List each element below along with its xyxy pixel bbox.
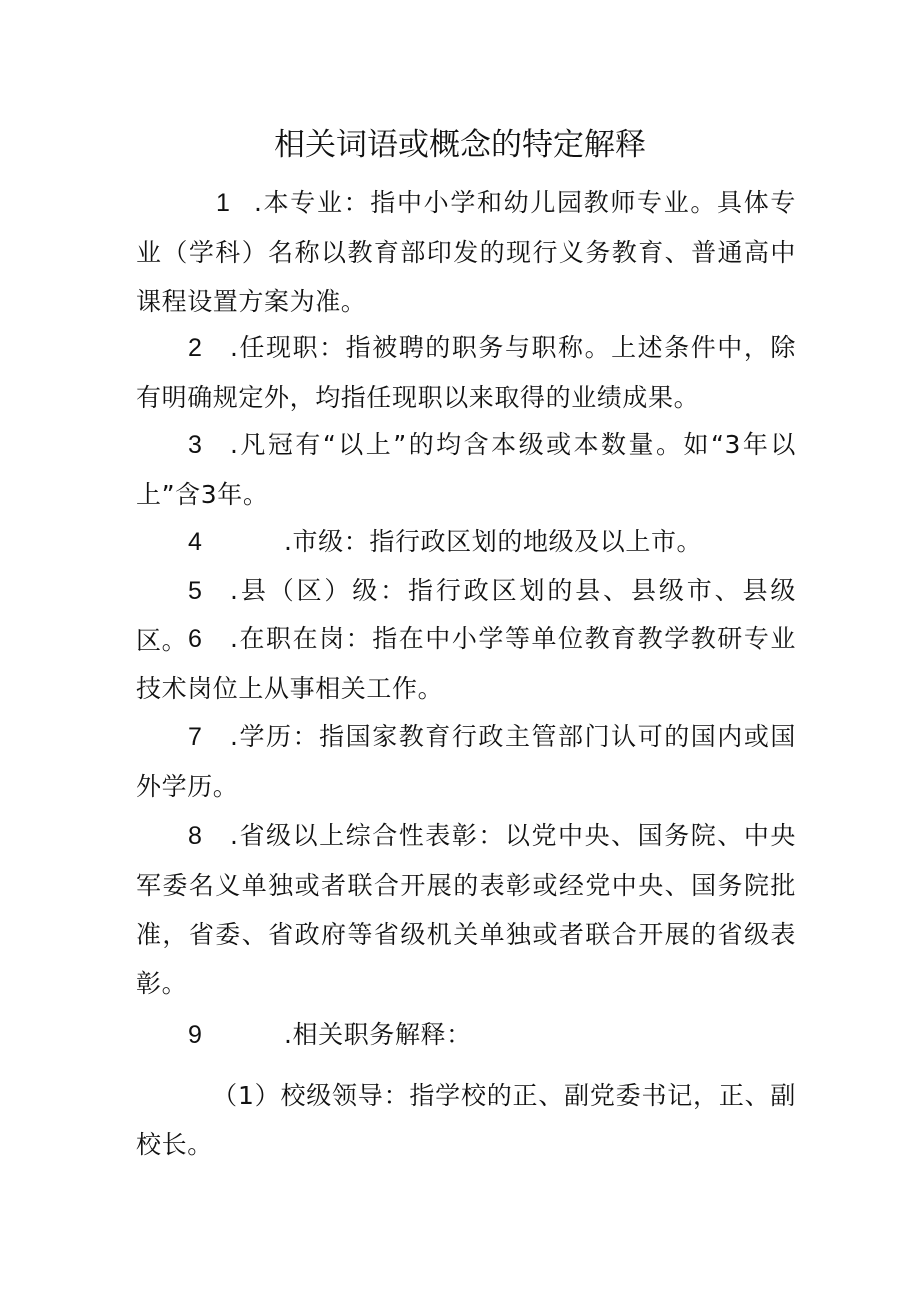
definition-item-2 [136,323,796,422]
item-number: 1 [216,189,231,217]
definition-item-8 [136,811,796,1008]
item-text: .学历：指国家教育行政主管部门认可的国内或国外学历。 [136,722,796,801]
item-text: .任现职：指被聘的职务与职称。上述条件中，除有明确规定外，均指任现职以来取得的业绩成果。 [136,333,796,412]
definition-item-1 [136,178,796,326]
sub-item-1 [136,1071,796,1169]
item-text: .凡冠有“以上”的均含本级或本数量。如“3年以上”含3年。 [136,430,796,509]
item-text: .县（区）级：指行政区划的县、县级市、县级区。 [136,576,796,655]
item-number: 3 [188,431,203,459]
item-number: 2 [188,334,203,362]
item-number: 7 [188,723,203,751]
definition-item-7 [136,712,796,811]
definition-item-9 [136,1010,796,1060]
document-title: 相关词语或概念的特定解释 [274,127,646,163]
definition-item-6 [136,614,796,713]
item-text: .省级以上综合性表彰：以党中央、国务院、中央军委名义单独或者联合开展的表彰或经党中央、国务院批准，省委、省政府等省级机关单独或者联合开展的省级表彰。 [136,821,796,998]
item-number: 6 [188,625,203,653]
definition-item-3 [136,420,796,519]
definition-item-4 [136,517,796,567]
sub-item-text: （1）校级领导：指学校的正、副党委书记，正、副校长。 [136,1081,796,1159]
item-number: 4 [188,528,203,556]
item-number: 8 [188,822,203,850]
item-number: 9 [188,1021,203,1049]
item-text: .市级：指行政区划的地级及以上市。 [284,527,703,556]
item-text: .相关职务解释： [284,1020,472,1049]
item-number: 5 [188,577,203,605]
item-text: .本专业：指中小学和幼儿园教师专业。具体专业（学科）名称以教育部印发的现行义务教育、普通高中课程设置方案为准。 [136,188,796,316]
item-text: .在职在岗：指在中小学等单位教育教学教研专业技术岗位上从事相关工作。 [136,624,796,703]
